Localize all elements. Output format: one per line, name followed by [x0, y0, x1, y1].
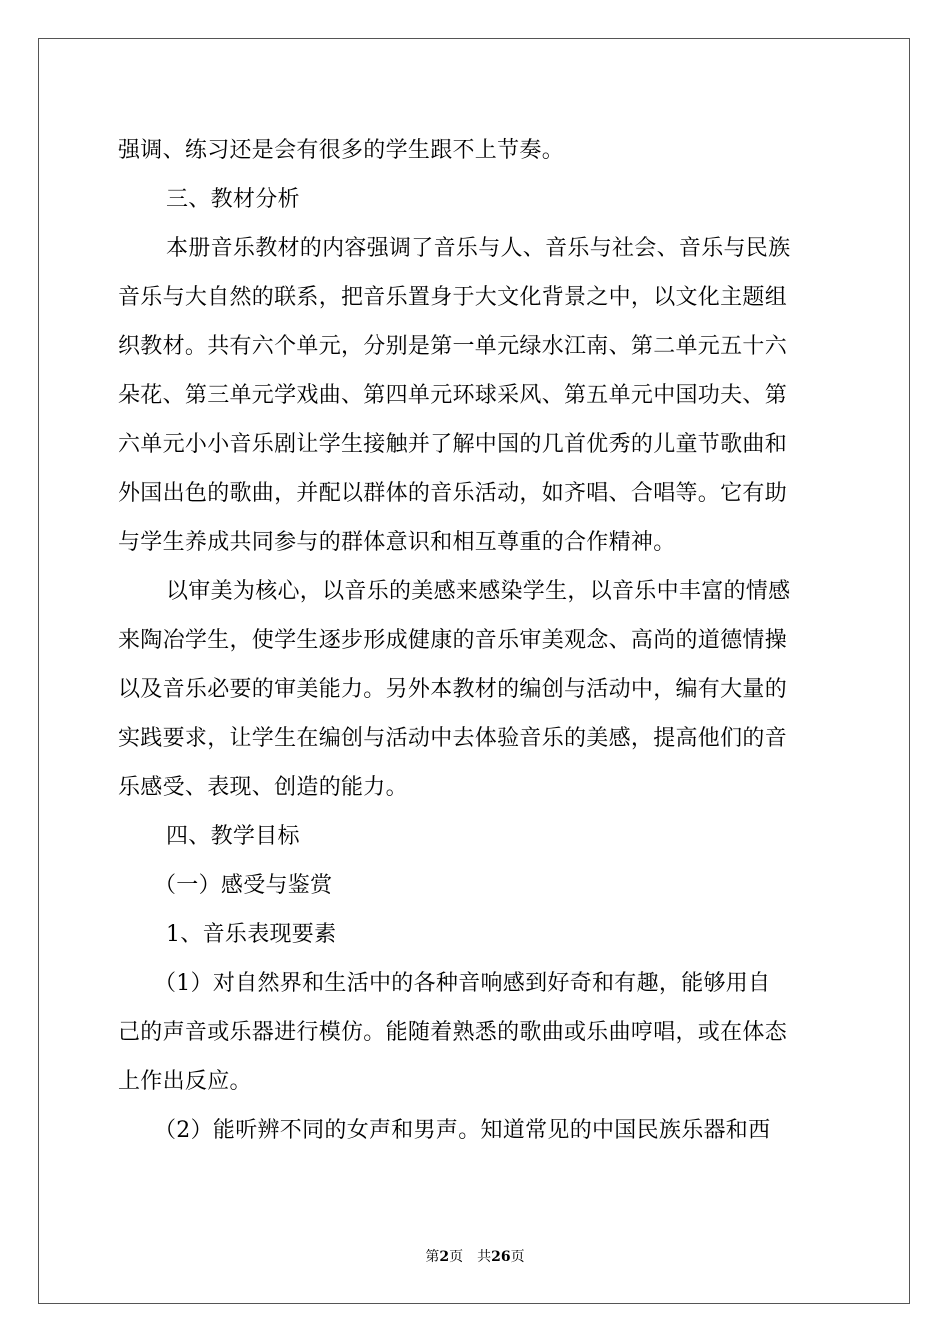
paragraph-line: 己的声音或乐器进行模仿。能随着熟悉的歌曲或乐曲哼唱，或在体态: [118, 1020, 788, 1045]
paragraph-line: 以及音乐必要的审美能力。另外本教材的编创与活动中，编有大量的: [118, 677, 788, 702]
page-suffix: 页: [510, 1249, 525, 1265]
paragraph-line: 上作出反应。: [118, 1069, 252, 1094]
page-prefix: 第: [425, 1249, 440, 1265]
paragraph-line: （1）对自然界和生活中的各种音响感到好奇和有趣，能够用自: [154, 971, 771, 996]
paragraph-line: （2）能听辨不同的女声和男声。知道常见的中国民族乐器和西: [154, 1118, 771, 1143]
paragraph-line: 朵花、第三单元学戏曲、第四单元环球采风、第五单元中国功夫、第: [118, 383, 788, 408]
paragraph-line: 本册音乐教材的内容强调了音乐与人、音乐与社会、音乐与民族: [166, 236, 791, 261]
page-total-number: 26: [491, 1249, 511, 1265]
subsection-heading: 1、音乐表现要素: [166, 922, 337, 947]
paragraph-line: 六单元小小音乐剧让学生接触并了解中国的几首优秀的儿童节歌曲和: [118, 432, 788, 457]
section-heading: 三、教材分析: [166, 187, 300, 212]
page-footer: [0, 1246, 950, 1266]
paragraph-line: 外国出色的歌曲，并配以群体的音乐活动，如齐唱、合唱等。它有助: [118, 481, 788, 506]
paragraph-line: 音乐与大自然的联系，把音乐置身于大文化背景之中，以文化主题组: [118, 285, 788, 310]
section-heading: 四、教学目标: [166, 824, 300, 849]
document-body: [118, 126, 838, 1155]
paragraph-line: 织教材。共有六个单元，分别是第一单元绿水江南、第二单元五十六: [118, 334, 788, 359]
page-mid: 页 共: [449, 1249, 492, 1265]
paragraph-line: 强调、练习还是会有很多的学生跟不上节奏。: [118, 138, 565, 163]
paragraph-line: 来陶冶学生，使学生逐步形成健康的音乐审美观念、高尚的道德情操: [118, 628, 788, 653]
paragraph-line: 实践要求，让学生在编创与活动中去体验音乐的美感，提高他们的音: [118, 726, 788, 751]
subsection-heading: （一）感受与鉴赏: [154, 873, 333, 898]
page-current-number: 2: [439, 1249, 450, 1265]
paragraph-line: 与学生养成共同参与的群体意识和相互尊重的合作精神。: [118, 530, 676, 555]
paragraph-line: 乐感受、表现、创造的能力。: [118, 775, 408, 800]
paragraph-line: 以审美为核心，以音乐的美感来感染学生，以音乐中丰富的情感: [166, 579, 791, 604]
